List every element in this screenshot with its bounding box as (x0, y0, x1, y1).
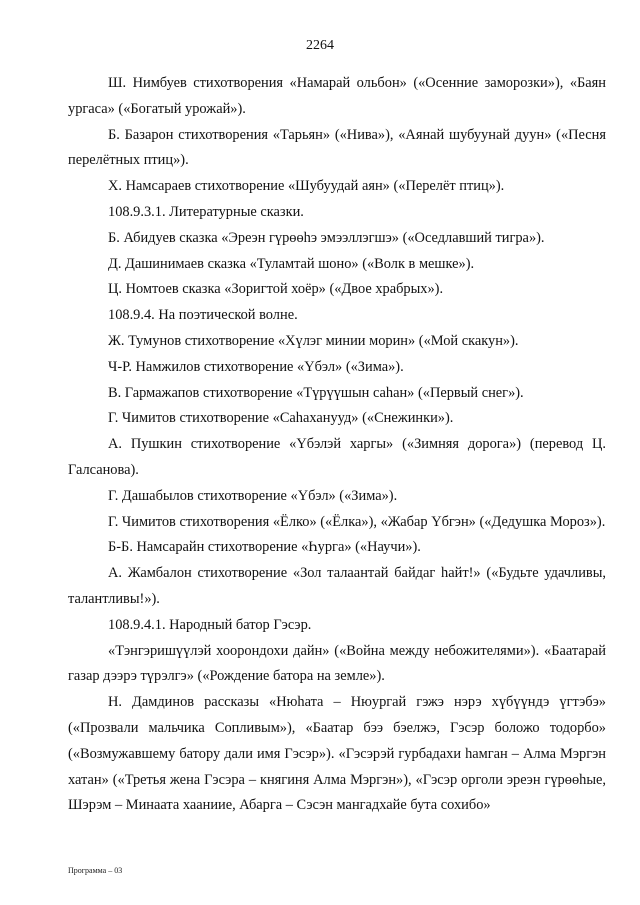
paragraph: А. Жамбалон стихотворение «Зол талаантай байдаг һайт!» («Будьте удачливы, талантливы!»). (68, 565, 606, 607)
paragraph: Б-Б. Намсарайн стихотворение «Һурга» («Научи»). (108, 539, 421, 556)
page-footer: Программа – 03 (68, 866, 123, 875)
paragraph: Ж. Тумунов стихотворение «Хүлэг минии морин» («Мой скакун»). (108, 332, 519, 349)
paragraph: Д. Дашинимаев сказка «Туламтай шоно» («Волк в мешке»). (108, 255, 475, 272)
paragraph: Ш. Нимбуев стихотворения «Намарай ольбон» («Осенние заморозки»), «Баян ургаса» («Богатый урожай»). (68, 75, 606, 117)
paragraph: Г. Дашабылов стихотворение «Үбэл» («Зима»). (108, 487, 398, 504)
paragraph: Ч-Р. Намжилов стихотворение «Үбэл» («Зима»). (108, 358, 404, 375)
paragraph: Н. Дамдинов рассказы «Нюһата – Нюургай гэжэ нэрэ хүбүүндэ үгтэбэ» («Прозвали мальчика Сопливым»), «Баатар бээ бэелжэ, Гэсэр боложо тодорбо» («Возмужавшему батору дали имя Гэсэр»). «Гэсэрэй гурбадахи һамган – Алма Мэргэн хатан» («Третья жена Гэсэра – княгиня Алма Мэргэн»), «Гэсэр орголи эреэн гүрөөһые, Шэрэм – Минаата хааниие, Абарга – Сэсэн мангадхайе бута сохибо» (68, 694, 606, 814)
page-number: 2264 (306, 38, 334, 53)
paragraph: А. Пушкин стихотворение «Үбэлэй харгы» («Зимняя дорога») (перевод Ц. Галсанова). (68, 436, 606, 478)
body-text (68, 71, 606, 819)
paragraph: Г. Чимитов стихотворение «Саһаханууд» («Снежинки»). (108, 410, 454, 427)
paragraph: «Тэнгэришүүлэй хоорондохи дайн» («Война между небожителями»). «Баатарай газар дээрэ түрэлгэ» («Рождение батора на земле»). (68, 642, 606, 685)
paragraph: Б. Абидуев сказка «Эреэн гүрөөһэ эмээллэгшэ» («Оседлавший тигра»). (108, 229, 545, 246)
paragraph: В. Гармажапов стихотворение «Түрүүшын саһан» («Первый снег»). (108, 384, 524, 401)
paragraph: Б. Базарон стихотворения «Тарьян» («Нива»), «Аянай шубуунай дуун» («Песня перелётных птиц»). (68, 126, 606, 169)
section-heading: 108.9.3.1. Литературные сказки. (108, 203, 304, 220)
paragraph: Г. Чимитов стихотворения «Ёлко» («Ёлка»), «Жабар Үбгэн» («Дедушка Мороз»). (108, 513, 606, 530)
section-heading: 108.9.4.1. Народный батор Гэсэр. (108, 616, 312, 633)
section-heading: 108.9.4. На поэтической волне. (108, 307, 298, 324)
paragraph: Х. Намсараев стихотворение «Шубуудай аян» («Перелёт птиц»). (108, 178, 505, 195)
paragraph: Ц. Номтоев сказка «Зоригтой хоёр» («Двое храбрых»). (108, 281, 444, 298)
